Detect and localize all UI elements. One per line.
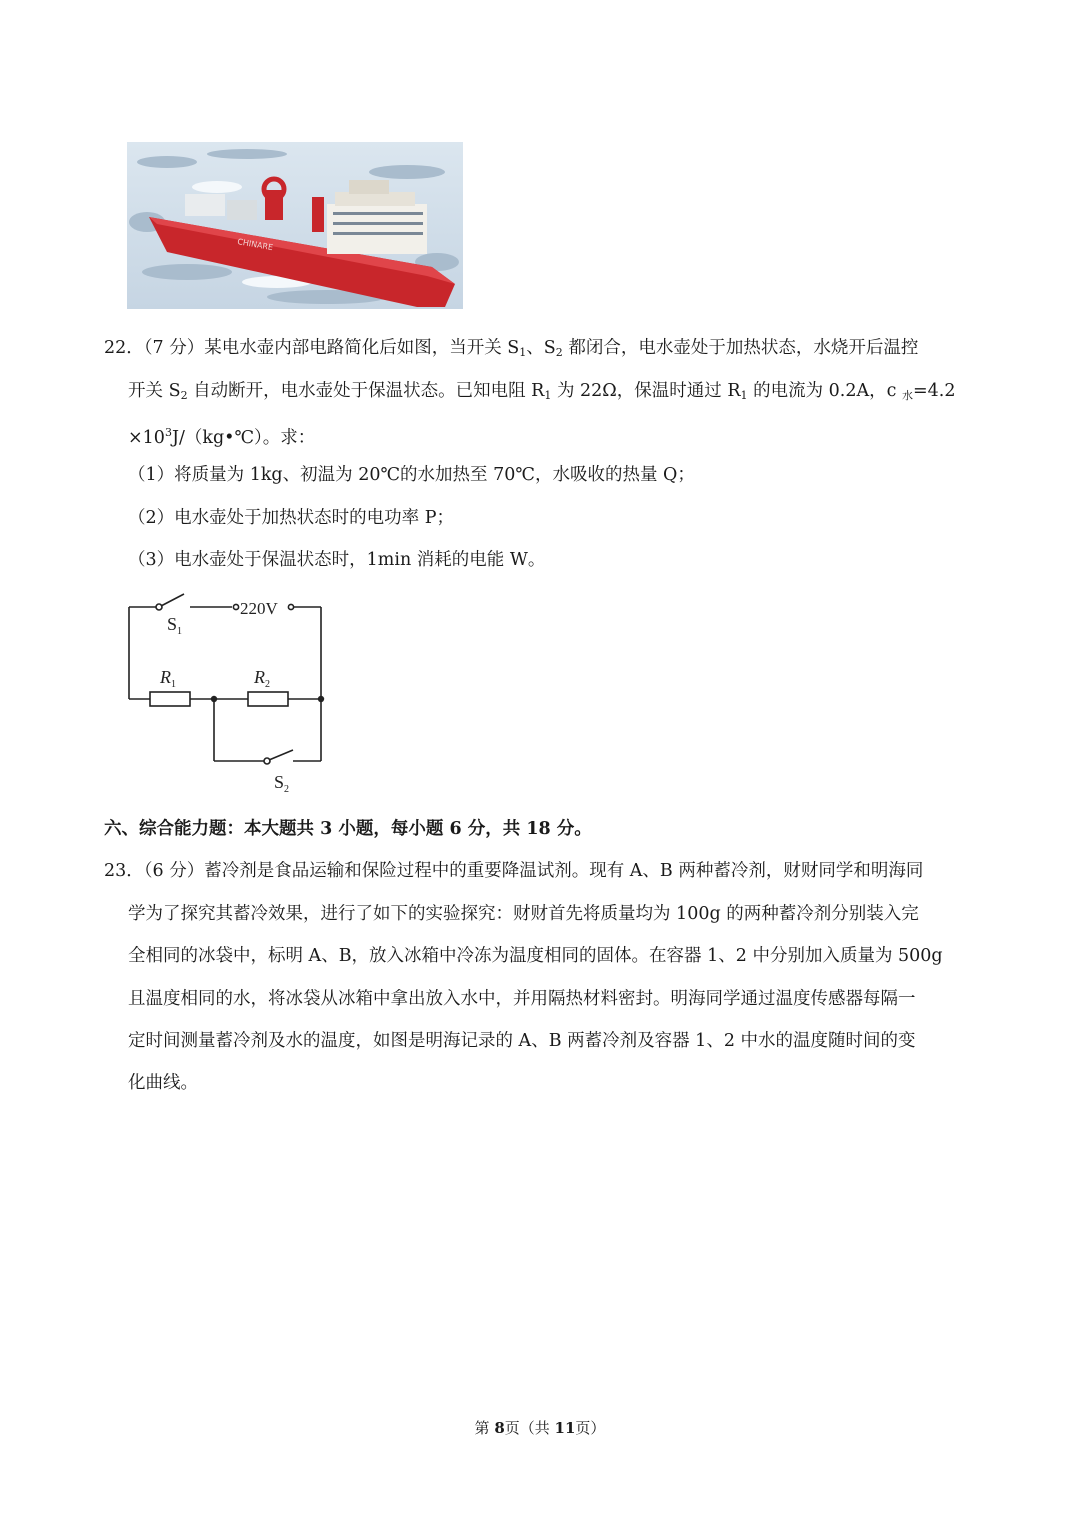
q23-line6: 化曲线。 [128,1073,198,1093]
r2-label: $R_2$ [254,667,270,690]
circuit-diagram [118,588,338,803]
svg-text:CHINARE: CHINARE [236,237,274,253]
voltage-label: 220V [240,599,278,618]
q22-sub3: （3）电水壶处于保温状态时，1min 消耗的电能 W。 [128,550,546,570]
r1-label: $R_1$ [160,667,176,690]
switch-s2 [269,750,293,760]
q22-line2: 开关 $S_2$ 自动断开，电水壶处于保温状态。已知电阻 $R_1$ 为 22Ω，保温时通过 $R_1$ 的电流为 0.2A，c $_水$=4.2 [128,381,956,402]
q22-sub1: （1）将质量为 1kg、初温为 20℃的水加热至 70℃，水吸收的热量 Q； [128,465,695,485]
resistor-r1 [150,692,190,706]
icebreaker-photo [127,142,463,309]
resistor-r2 [248,692,288,706]
s1-label: $S_1$ [167,614,183,637]
q23-line4: 且温度相同的水，将冰袋从冰箱中拿出放入水中，并用隔热材料密封。明海同学通过温度传感器每隔一 [128,989,916,1009]
s2-label: $S_2$ [274,772,290,795]
q23-line1: 23．（6 分）蓄冷剂是食品运输和保险过程中的重要降温试剂。现有 A、B 两种蓄冷剂，财财同学和明海同 [104,861,924,881]
q22-line3: $\times 10^3J/(kg•℃)$。求： [128,426,316,448]
q22-line1: 22．（7 分）某电水壶内部电路简化后如图，当开关 $S_1$、$S_2$ 都闭合，电水壶处于加热状态，水烧开后温控 [104,338,919,359]
switch-s1 [161,594,184,606]
q23-line2: 学为了探究其蓄冷效果，进行了如下的实验探究：财财首先将质量均为 100g 的两种蓄冷剂分别装入完 [128,904,919,924]
page-footer: 第 8页（共 11页） [474,1419,606,1437]
q23-line5: 定时间测量蓄冷剂及水的温度，如图是明海记录的 A、B 两蓄冷剂及容器 1、2 中水的温度随时间的变 [128,1031,916,1051]
section-6-heading: 六、综合能力题：本大题共 3 小题，每小题 6 分，共 18 分。 [104,819,592,839]
ship-icon [127,142,463,309]
q23-line3: 全相同的冰袋中，标明 A、B，放入冰箱中冷冻为温度相同的固体。在容器 1、2 中分别加入质量为 500g [128,946,943,966]
q22-sub2: （2）电水壶处于加热状态时的电功率 P； [128,508,454,528]
